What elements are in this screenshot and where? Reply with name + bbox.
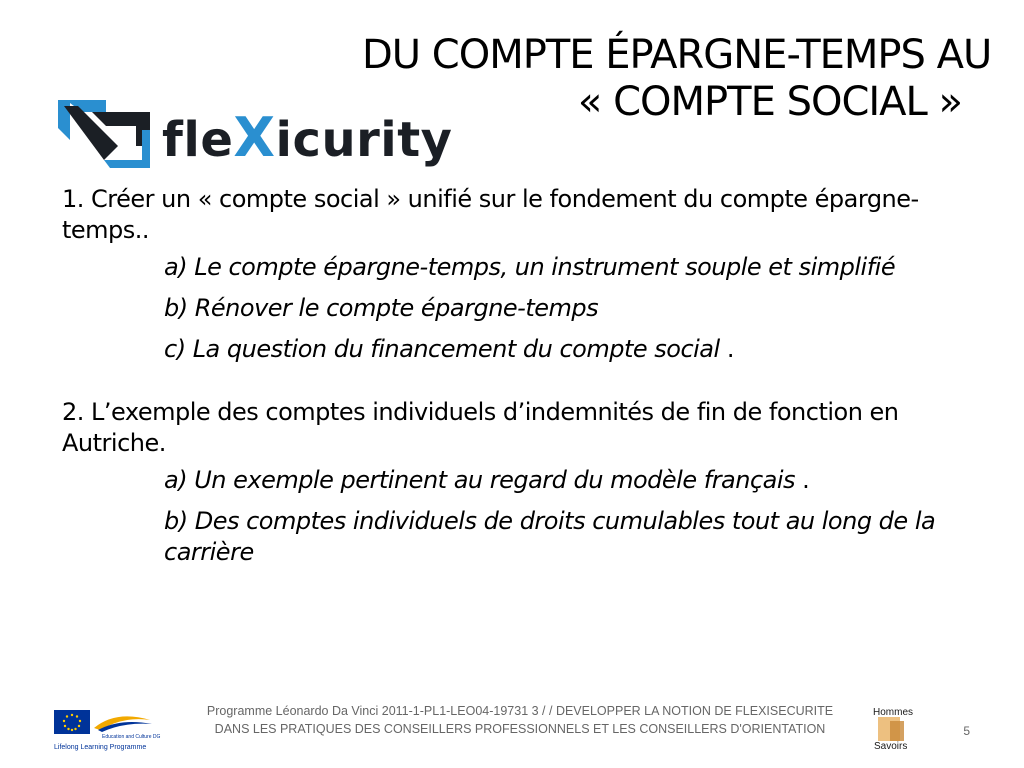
point-2-a-end: .: [795, 466, 810, 494]
title-line-2: « COMPTE SOCIAL »: [577, 79, 962, 125]
logo-text-fle: fle: [162, 112, 234, 168]
point-2: 2. L’exemple des comptes individuels d’indemnités de fin de fonction en Autriche.: [62, 398, 899, 457]
logo-text-x: X: [233, 106, 276, 169]
hommes-savoirs-logo: [868, 705, 924, 753]
svg-text:fleXicurity: [162, 106, 452, 169]
footer-text: Programme Léonardo Da Vinci 2011-1-PL1-LEO04-19731 3 / / DEVELOPPER LA NOTION DE FLEXISECURITE DANS LES PRATIQUES DES CONSEILLERS PROFESSIONNELS ET LES CONSEILLERS D'ORIENTATION: [206, 704, 834, 736]
point-1-c-text: c) La question du financement du compte social: [164, 335, 720, 363]
point-2-a-text: a) Un exemple pertinent au regard du modèle français: [164, 466, 796, 494]
point-1-c-end: .: [719, 335, 734, 363]
title-line-1: DU COMPTE ÉPARGNE-TEMPS AU: [362, 32, 992, 78]
slide-body: [62, 184, 967, 568]
point-1-b: b) Rénover le compte épargne-temps: [164, 294, 599, 322]
eu-llp-logo: [54, 706, 164, 752]
hommes-label: Hommes: [873, 707, 914, 718]
savoirs-label: Savoirs: [874, 741, 908, 752]
flexicurity-logo: [58, 96, 458, 174]
point-2-a: [62, 465, 967, 496]
point-2-b: b) Des comptes individuels de droits cumulables tout au long de la carrière: [164, 507, 936, 566]
logo-text-icurity: icurity: [275, 112, 453, 168]
arrow-logo-icon: [58, 100, 150, 168]
point-1-a: a) Le compte épargne-temps, un instrument souple et simplifié: [164, 253, 896, 281]
llp-label: Lifelong Learning Programme: [54, 744, 147, 751]
point-1-c: [62, 334, 967, 365]
point-1: 1. Créer un « compte social » unifié sur le fondement du compte épargne-temps..: [62, 185, 919, 244]
page-number: 5: [963, 724, 970, 738]
eu-dg-label: Education and Culture DG: [102, 734, 161, 740]
